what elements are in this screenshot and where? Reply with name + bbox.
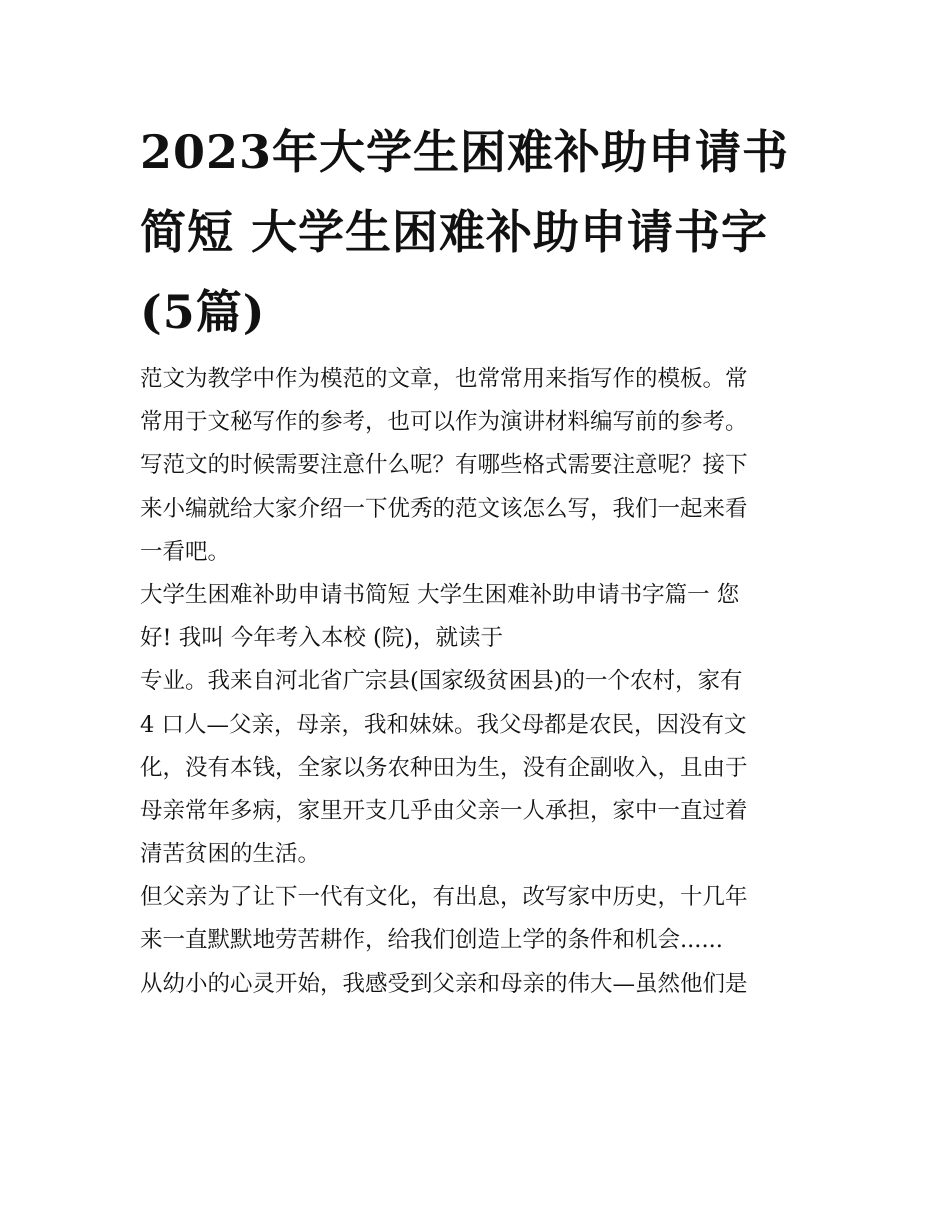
body-line: 4 口人—父亲，母亲，我和妹妹。我父母都是农民，因没有文 — [140, 711, 747, 738]
body-line: 清苦贫困的生活。 — [140, 841, 321, 868]
body-line: 常用于文秘写作的参考，也可以作为演讲材料编写前的参考。 — [140, 409, 748, 436]
body-line: 化，没有本钱，全家以务农种田为生，没有企副收入，且由于 — [140, 754, 748, 781]
body-line: 但父亲为了让下一代有文化，有出息，改写家中历史，十几年 — [140, 884, 748, 911]
title-line: 简短 大学生困难补助申请书字 — [140, 205, 769, 259]
title-line: 2023年大学生困难补助申请书 — [140, 125, 790, 179]
document-title — [140, 112, 810, 352]
body-line: 来一直默默地劳苦耕作，给我们创造上学的条件和机会...... — [140, 927, 723, 954]
body-line: 写范文的时候需要注意什么呢？有哪些格式需要注意呢？接下 — [140, 452, 748, 479]
body-line: 范文为教学中作为模范的文章，也常常用来指写作的模板。常 — [140, 366, 748, 392]
body-line: 专业。我来自河北省广宗县(国家级贫困县)的一个农村，家有 — [140, 668, 743, 695]
body-line: 好! 我叫 今年考入本校 (院)，就读于 — [140, 625, 504, 652]
body-line: 大学生困难补助申请书简短 大学生困难补助申请书字篇一 您 — [140, 581, 740, 608]
title-line: (5篇) — [140, 285, 266, 339]
body-line: 来小编就给大家介绍一下优秀的范文该怎么写，我们一起来看 — [140, 495, 748, 522]
body-line: 一看吧。 — [140, 538, 231, 565]
body-line: 从幼小的心灵开始，我感受到父亲和母亲的伟大—虽然他们是 — [140, 970, 748, 997]
body-line: 母亲常年多病，家里开支几乎由父亲一人承担，家中一直过着 — [140, 797, 748, 824]
document-body — [140, 358, 830, 1006]
